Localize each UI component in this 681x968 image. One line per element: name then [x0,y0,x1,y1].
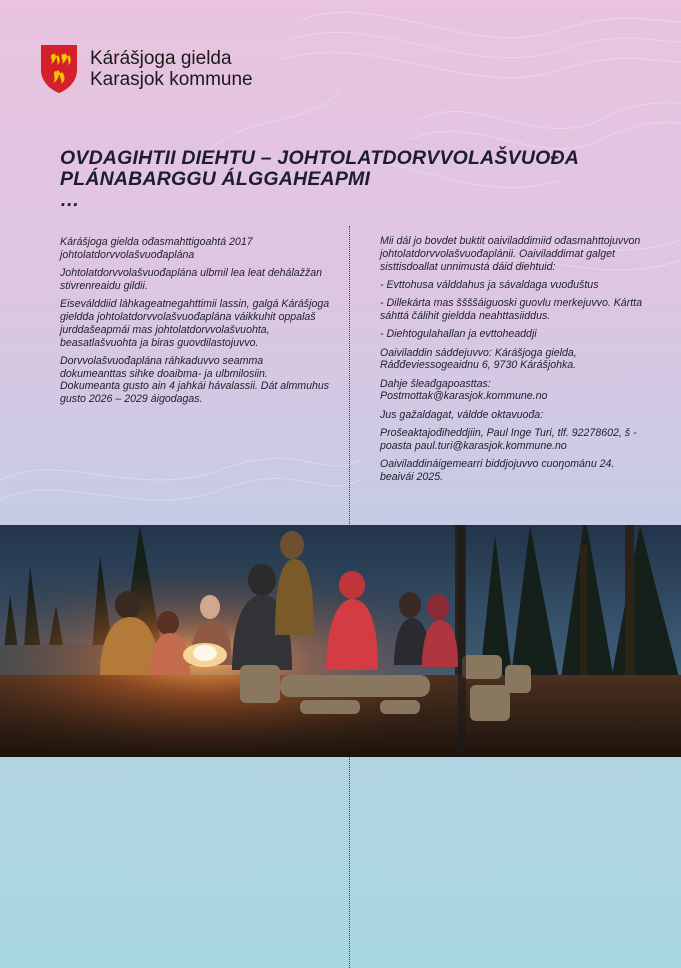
right-paragraph: - Evttohusa válddahus ja sávaldaga vuođuštus [380,278,599,291]
left-paragraph: Dorvvolašvuođaplána ráhkaduvvo seamma dokumeanttas sihke doaibma- ja ulbmilosiin. Dokumeanta gusto ain 4 jahkái hávalassii. Dát almmuhus gusto 2026 – 2029 áigodagas. [60,354,330,406]
right-paragraph: Dahje šleađgapoasttas: Postmottak@karasjok.kommune.no [380,377,548,403]
campfire-photo-illustration [0,525,681,757]
right-paragraph: Mii dál jo bovdet buktit oaiviladdimiid ođasmahttojuvvon johtolatdorvvolašvuođaplánii. Oaiviladdimat galget sisttisdoallat unnimustá dáid diehtuid: [380,235,641,273]
left-paragraph: Johtolatdorvvolašvuođaplána ulbmil lea leat dehálažžan stivrenreaidu gildii. [60,267,323,292]
title-line-2: PLÁNABARGGU ÁLGGAHEAPMI [60,168,371,190]
left-paragraph: Eiseválddiid láhkageatnegahttimii lassin, galgá Kárášjoga gieldda johtolatdorvvolašvuođaplána váikkuhit oppalaš jurddašeapmái mas johtolatdorvvolašvuohta, beasatlašvuohta ja biras guovdilastojuvvo. [60,298,330,349]
right-paragraph: - Diehtogulahallan ja evttoheaddji [380,328,537,341]
left-column [60,236,330,412]
title-line-3: … [60,189,80,211]
right-paragraph: Prošeaktajođiheddjiin, Paul Inge Turi, tlf. 92278602, š - poasta paul.turi@karasjok.kommune.no [380,427,637,452]
right-paragraph: Oaiviladdináigemearri biddjojuvvo cuoŋománu 24. beaivái 2025. [380,458,615,483]
right-paragraph: Jus gažaldagat, váldde oktavuođa: [380,408,544,421]
org-name-sami: Kárášjoga gielda [90,48,232,69]
title-line-1: OVDAGIHTII DIEHTU – JOHTOLATDORVVOLAŠVUOĐA [60,147,580,169]
left-paragraph: Kárášjoga gielda ođasmahttigoahtá 2017 johtolatdorvvolašvuođaplána [60,236,253,261]
right-paragraph: Oaiviladdin sáddejuvvo: Kárášjoga gielda, Ráđđeviessogeaidnu 6, 9730 Kárášjohka. [380,346,577,372]
right-column [380,235,648,489]
notice-title [60,148,640,211]
org-name-norwegian: Karasjok kommune [90,69,253,90]
municipality-logo-block [40,44,253,94]
coat-of-arms-icon [40,44,78,94]
campfire-photo [0,525,681,757]
right-paragraph: - Dillekárta mas ššššáiguoski guovlu merkejuvvo. Kártta sáhttá čálihit gieldda neahttasiiddus. [380,297,642,322]
